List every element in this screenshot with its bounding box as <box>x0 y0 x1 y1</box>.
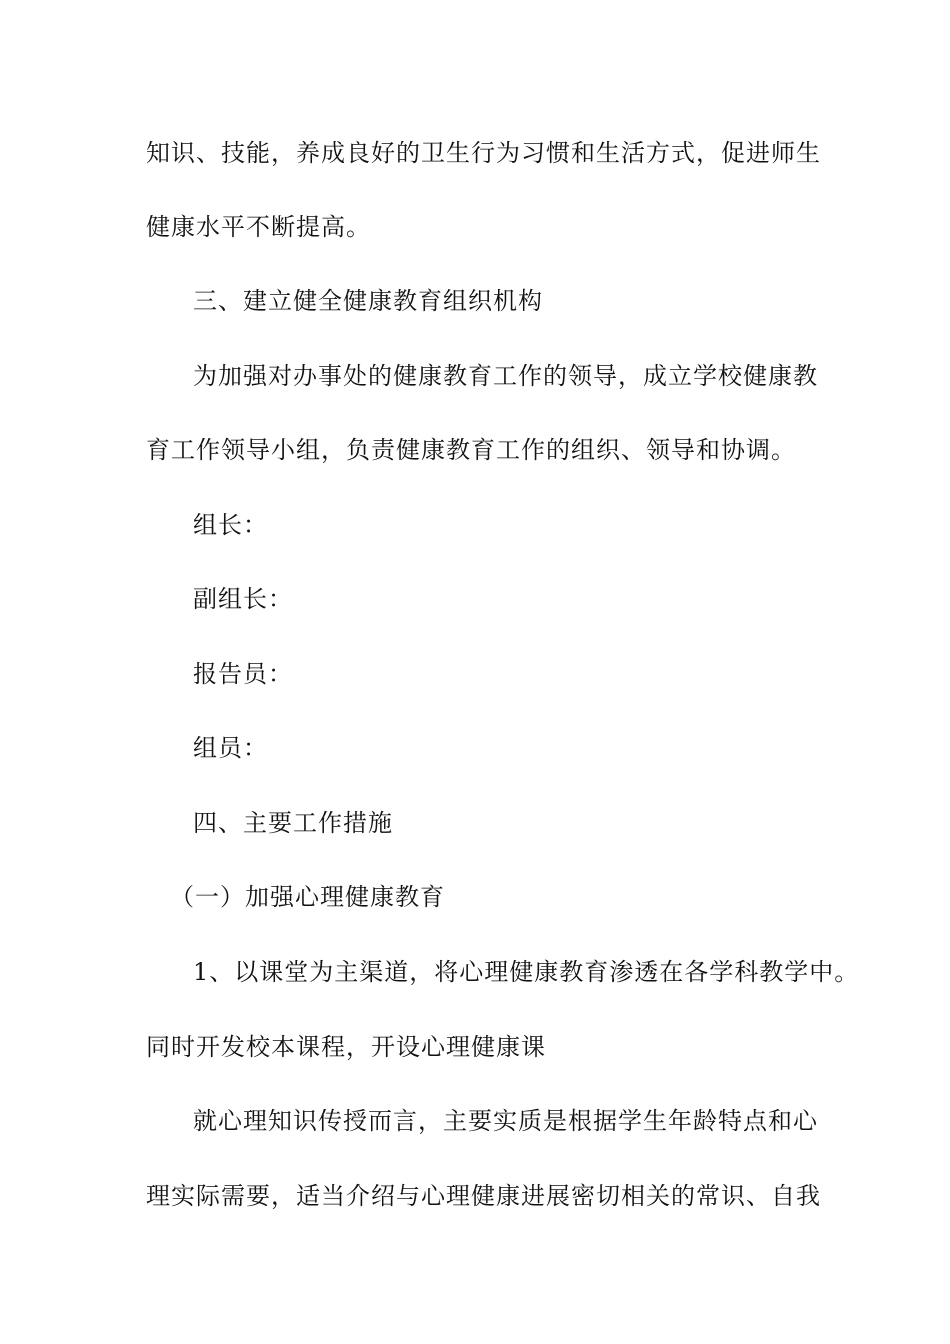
role-label: 组员： <box>193 734 268 762</box>
section-heading: 四、主要工作措施 <box>193 809 393 837</box>
paragraph-line: 育工作领导小组，负责健康教育工作的组织、领导和协调。 <box>146 436 796 464</box>
paragraph-line: 健康水平不断提高。 <box>146 213 371 241</box>
paragraph-line: 知识、技能，养成良好的卫生行为习惯和生活方式，促进师生 <box>146 139 821 167</box>
role-label: 副组长： <box>193 585 293 613</box>
role-label: 组长： <box>193 511 268 539</box>
paragraph-line: 理实际需要，适当介绍与心理健康进展密切相关的常识、自我 <box>146 1182 821 1210</box>
subsection-heading: （一）加强心理健康教育 <box>170 883 445 911</box>
section-heading: 三、建立健全健康教育组织机构 <box>193 287 543 315</box>
paragraph-line: 同时开发校本课程，开设心理健康课 <box>146 1033 546 1061</box>
paragraph-line: 就心理知识传授而言，主要实质是根据学生年龄特点和心 <box>193 1107 818 1135</box>
paragraph-line: 为加强对办事处的健康教育工作的领导，成立学校健康教 <box>193 362 818 390</box>
role-label: 报告员： <box>193 660 293 688</box>
paragraph-line: 1、以课堂为主渠道，将心理健康教育渗透在各学科教学中。 <box>193 958 860 986</box>
